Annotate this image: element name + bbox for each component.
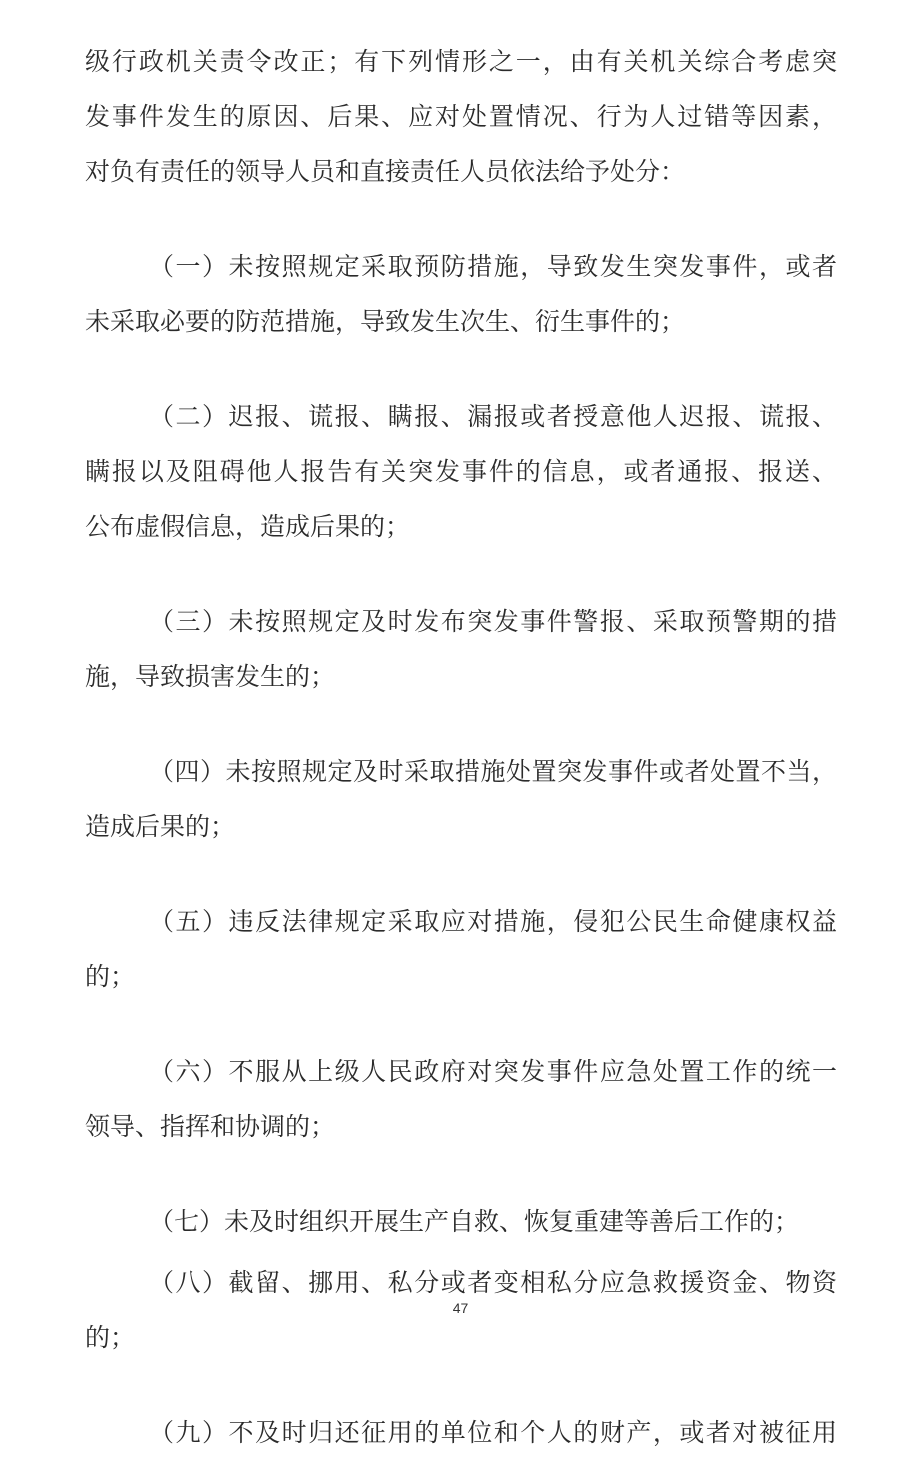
paragraph-item-5 — [85, 894, 837, 1004]
text-line: 施，导致损害发生的； — [85, 662, 336, 691]
text-line: 领导、指挥和协调的； — [85, 1112, 336, 1141]
text-line: 级行政机关责令改正；有下列情形之一，由有关机关综合考虑突 — [85, 47, 837, 76]
text-line: 未采取必要的防范措施，导致发生次生、衍生事件的； — [85, 307, 686, 336]
text-line: 的； — [85, 962, 136, 991]
text-line: 造成后果的； — [85, 812, 236, 841]
paragraph-item-4 — [85, 744, 837, 854]
text-line: （八）截留、挪用、私分或者变相私分应急救援资金、物资 — [149, 1268, 837, 1297]
paragraph-item-9 — [85, 1405, 837, 1460]
paragraph-item-1 — [85, 239, 837, 349]
text-line: （六）不服从上级人民政府对突发事件应急处置工作的统一 — [149, 1057, 837, 1086]
text-line: （二）迟报、谎报、瞒报、漏报或者授意他人迟报、谎报、 — [149, 402, 837, 431]
text-line: （五）违反法律规定采取应对措施，侵犯公民生命健康权益 — [149, 907, 837, 936]
document-page — [85, 34, 837, 1460]
paragraph-item-6 — [85, 1044, 837, 1154]
text-line: 的； — [85, 1323, 136, 1352]
text-line: 对负有责任的领导人员和直接责任人员依法给予处分： — [85, 157, 686, 186]
paragraph-item-7 — [85, 1194, 837, 1249]
paragraph-intro — [85, 34, 837, 199]
text-line: 发事件发生的原因、后果、应对处置情况、行为人过错等因素， — [85, 102, 837, 131]
text-line: （九）不及时归还征用的单位和个人的财产，或者对被征用 — [149, 1418, 837, 1447]
paragraph-item-2 — [85, 389, 837, 554]
text-line: 公布虚假信息，造成后果的； — [85, 512, 411, 541]
text-line: 瞒报以及阻碍他人报告有关突发事件的信息，或者通报、报送、 — [85, 457, 837, 486]
text-line: （一）未按照规定采取预防措施，导致发生突发事件，或者 — [149, 252, 837, 281]
text-line: （四）未按照规定及时采取措施处置突发事件或者处置不当， — [149, 757, 837, 786]
page-number: 47 — [452, 1300, 469, 1316]
paragraph-item-3 — [85, 594, 837, 704]
text-line: （七）未及时组织开展生产自救、恢复重建等善后工作的； — [149, 1207, 800, 1236]
text-line: （三）未按照规定及时发布突发事件警报、采取预警期的措 — [149, 607, 837, 636]
